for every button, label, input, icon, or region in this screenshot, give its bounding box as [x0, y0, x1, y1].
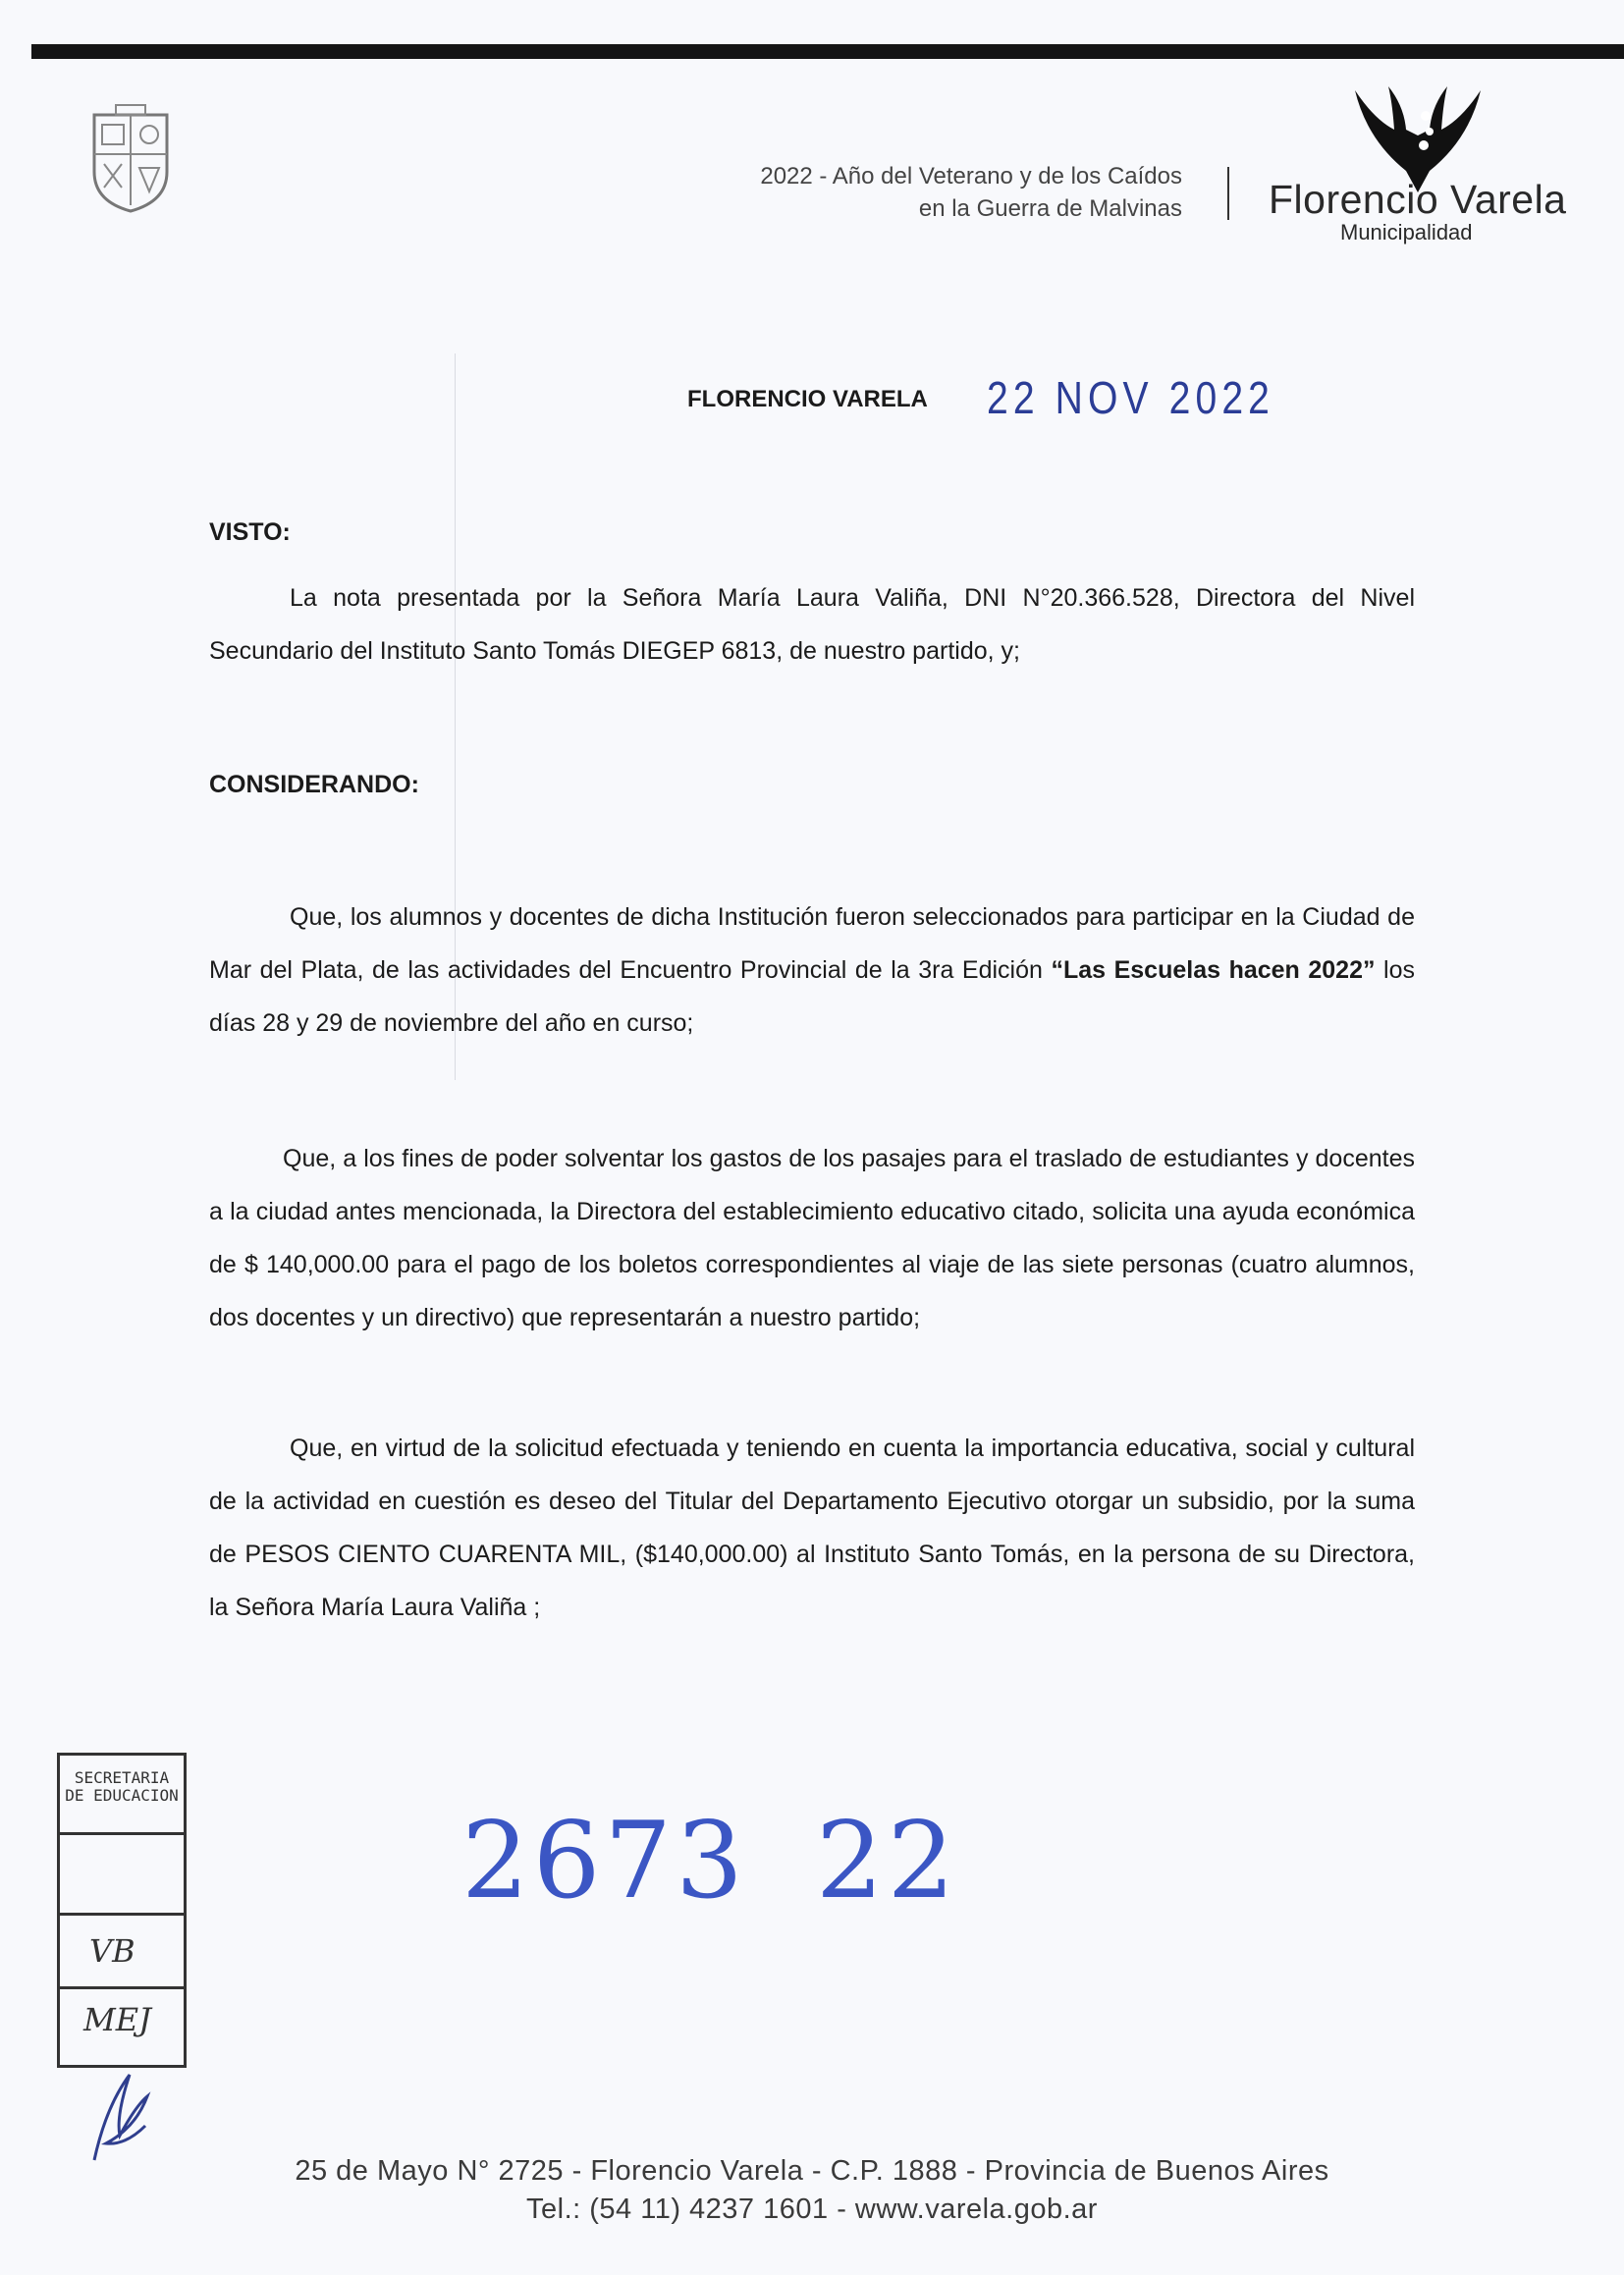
resolution-number-stamp — [461, 1800, 958, 1923]
resolution-number: 2673 — [461, 1800, 747, 1923]
header-divider — [1227, 167, 1229, 220]
education-secretariat-stamp — [57, 1753, 187, 2068]
considerando-paragraph-2 — [209, 1132, 1415, 1344]
stamp-row-divider — [60, 1913, 184, 1916]
considerando-paragraph-3 — [209, 1422, 1415, 1634]
visto-text: La nota presentada por la Señora María Laura Valiña, DNI N°20.366.528, Directora del Nivel Secundario del Instituto Santo Tomás DIEGEP 6813, de nuestro partido, y; — [209, 584, 1415, 665]
stamp-row-divider — [60, 1986, 184, 1989]
place-label: FLORENCIO VARELA — [687, 386, 928, 412]
stamp-initials-vb: VB — [89, 1932, 135, 1970]
resolution-year: 22 — [815, 1800, 959, 1923]
paragraph-2-text: Que, a los fines de poder solventar los gastos de los pasajes para el traslado de estudiantes y docentes a la ciudad antes mencionada, la Directora del establecimiento educativo citado, solicita una ayuda económica de $ 140,000.00 para el pago de los boletos correspondientes al viaje de las siete personas (cuatro alumnos, dos docentes y un directivo) que representarán a nuestro partido; — [209, 1145, 1415, 1331]
motto-line-2: en la Guerra de Malvinas — [918, 195, 1182, 222]
motto-line-1: 2022 - Año del Veterano y de los Caídos — [760, 163, 1182, 190]
stamp-initials-mej: MEJ — [83, 2001, 151, 2038]
visto-paragraph — [209, 571, 1415, 677]
date-stamp: 22 NOV 2022 — [987, 372, 1275, 423]
commemorative-motto — [760, 160, 1182, 225]
paragraph-3-text: Que, en virtud de la solicitud efectuada y teniendo en cuenta la importancia educativa, social y cultural de la actividad en cuestión es deseo del Titular del Departamento Ejecutivo otorgar un subsidio, por la suma de PESOS CIENTO CUARENTA MIL, ($140,000.00) al Instituto Santo Tomás, en la persona de su Directora, la Señora María Laura Valiña ; — [209, 1435, 1415, 1621]
footer-address: 25 de Mayo N° 2725 - Florencio Varela - C.P. 1888 - Provincia de Buenos Aires — [295, 2155, 1329, 2187]
top-border-bar — [31, 44, 1624, 59]
paragraph-1-dates: los días 28 y 29 de noviembre del año en curso; — [209, 956, 1415, 1037]
stamp-title-line-2: DE EDUCACION — [65, 1786, 179, 1805]
considerando-paragraph-1 — [209, 891, 1415, 1050]
stamp-title-line-1: SECRETARIA — [74, 1768, 170, 1787]
municipal-crest-icon — [88, 103, 173, 213]
event-name: “Las Escuelas hacen 2022” — [1051, 956, 1376, 984]
footer-contact: Tel.: (54 11) 4237 1601 - www.varela.gob.ar — [526, 2194, 1098, 2225]
paragraph-1-text: Que, los alumnos y docentes de dicha Institución fueron seleccionados para participar en la Ciudad de Mar del Plata, de las actividades del Encuentro Provincial de la 3ra Edición — [209, 903, 1415, 984]
logo-name: Florencio Varela — [1269, 177, 1567, 222]
stamp-row-divider — [60, 1832, 184, 1835]
handwritten-signature — [86, 2067, 155, 2165]
visto-heading: VISTO: — [209, 518, 291, 546]
stamp-title — [60, 1756, 184, 1805]
logo-subtitle: Municipalidad — [1340, 220, 1473, 244]
considerando-heading: CONSIDERANDO: — [209, 771, 419, 798]
